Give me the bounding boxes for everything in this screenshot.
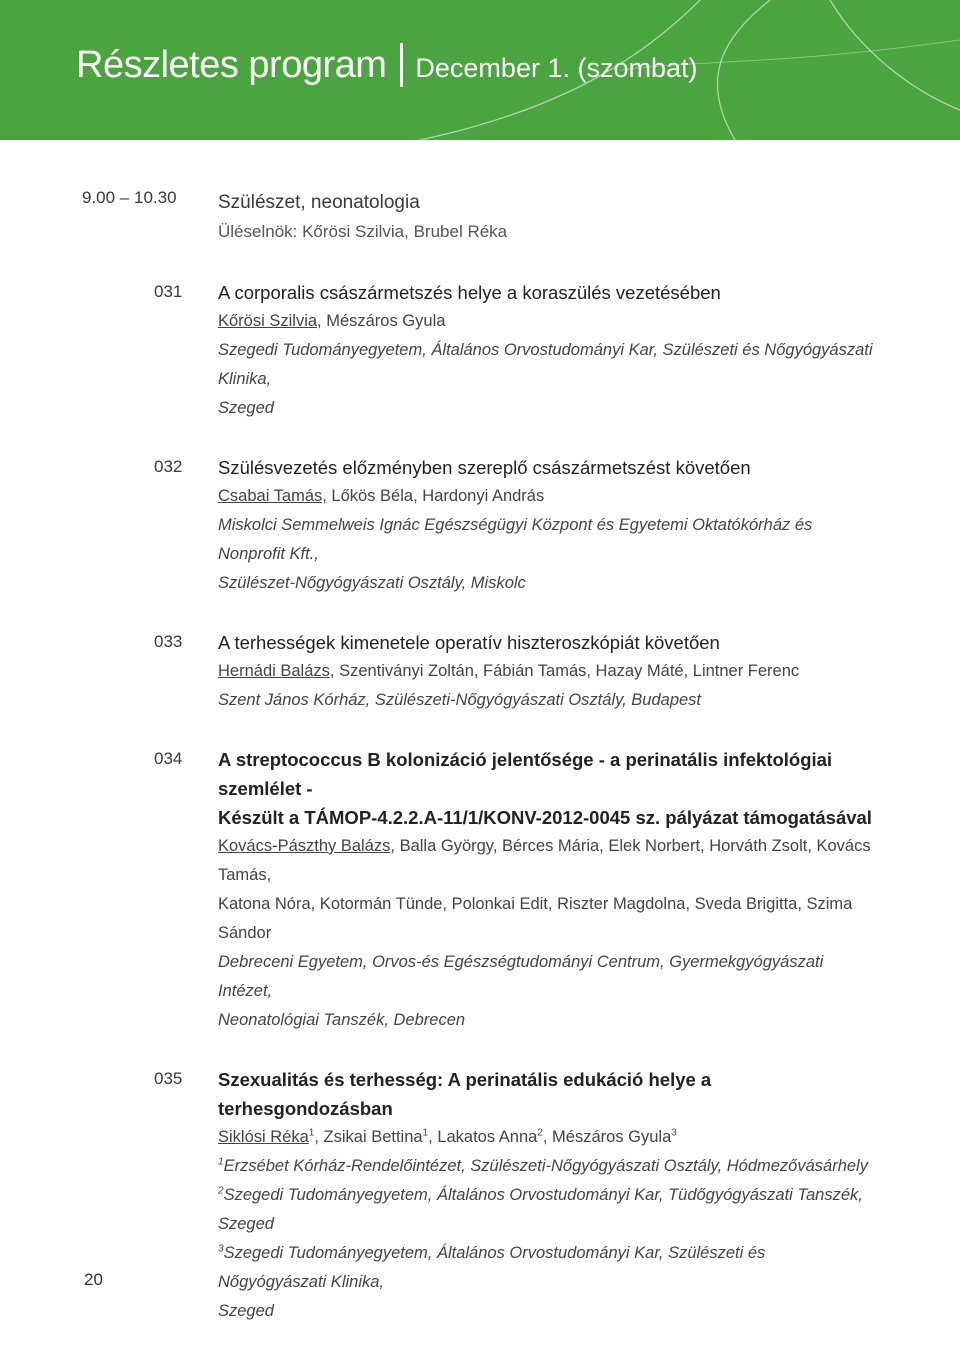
talk-affiliation-line2: Szeged: [218, 1302, 274, 1320]
coauthors: Mészáros Gyula: [321, 312, 446, 330]
talk-033: [82, 628, 902, 715]
author-name: Lakatos Anna: [437, 1128, 538, 1146]
talk-affiliation-line2: Szülészet-Nőgyógyászati Osztály, Miskolc: [218, 574, 526, 592]
talk-affiliation: Debreceni Egyetem, Orvos-és Egészségtudományi Centrum, Gyermekgyógyászati Intézet,: [218, 953, 824, 1000]
talk-title: A corporalis császármetszés helye a koraszülés vezetésében: [218, 282, 721, 303]
talk-031: [82, 278, 902, 423]
talk-number: 031: [154, 282, 183, 301]
talk-authors: [218, 657, 878, 686]
header-banner: [0, 0, 960, 140]
talk-number: 033: [154, 632, 183, 651]
talk-affiliation-line2: Szeged: [218, 399, 274, 417]
talk-title: Szülésvezetés előzményben szereplő császármetszést követően: [218, 457, 751, 478]
affil-ref: 2: [537, 1127, 543, 1139]
talk-authors-line2: Katona Nóra, Kotormán Tünde, Polonkai Edit, Riszter Magdolna, Sveda Brigitta, Szima Sándor: [218, 895, 853, 942]
affil-text: Szegedi Tudományegyetem, Általános Orvostudományi Kar, Szülészeti és Nőgyógyászati Klinika,: [218, 1244, 766, 1291]
talk-affiliation: [218, 1181, 878, 1239]
talk-title: A terhességek kimenetele operatív hiszteroszkópiát követően: [218, 632, 720, 653]
coauthors: Lőkös Béla, Hardonyi András: [326, 487, 545, 505]
title-date: December 1. (szombat): [415, 52, 698, 83]
talk-affiliation-line2: Neonatológiai Tanszék, Debrecen: [218, 1011, 466, 1029]
talk-affiliation: Miskolci Semmelweis Ignác Egészségügyi Központ és Egyetemi Oktatókórház és Nonprofit Kft.,: [218, 516, 813, 563]
talk-authors: [218, 832, 878, 890]
page-title: [76, 40, 698, 90]
talk-number: 032: [154, 457, 183, 476]
presenter-name: Siklósi Réka: [218, 1128, 309, 1146]
affil-ref: 3: [218, 1243, 224, 1255]
talk-title: A streptococcus B kolonizáció jelentősége - a perinatális infektológiai szemlélet -: [218, 749, 833, 799]
presenter-name: Hernádi Balázs,: [218, 662, 335, 680]
title-main: Részletes program: [76, 43, 387, 86]
talk-title-line2: Készült a TÁMOP-4.2.2.A-11/1/KONV-2012-0045 sz. pályázat támogatásával: [218, 807, 872, 828]
talk-affiliation: [218, 1239, 878, 1297]
talk-035: [82, 1065, 902, 1326]
talk-authors: Siklósi Réka$^1$, Zsikai Bettina$^1$, Lakatos Anna$^2$, Mészáros Gyula$^3$: [218, 1127, 677, 1146]
talk-authors: [218, 482, 878, 511]
affil-text: Szegedi Tudományegyetem, Általános Orvostudományi Kar, Tüdőgyógyászati Tanszék, Szeged: [218, 1186, 863, 1233]
talk-affiliation: Szent János Kórház, Szülészeti-Nőgyógyászati Osztály, Budapest: [218, 691, 702, 709]
talk-title: Szexualitás és terhesség: A perinatális edukáció helye a terhesgondozásban: [218, 1069, 712, 1119]
session-time: 9.00 – 10.30: [82, 188, 177, 207]
talk-number: 035: [154, 1069, 183, 1088]
presenter-name: Csabai Tamás,: [218, 487, 327, 505]
talk-authors: [218, 307, 878, 336]
session-header: [82, 188, 902, 246]
affil-ref: 2: [218, 1185, 224, 1197]
affil-ref: 1: [218, 1156, 224, 1168]
talk-034: [82, 745, 902, 1035]
presenter-name: Kovács-Pászthy Balázs,: [218, 837, 395, 855]
talk-affiliation: Szegedi Tudományegyetem, Általános Orvostudományi Kar, Szülészeti és Nőgyógyászati Klinika,: [218, 341, 873, 388]
presenter-name: Kőrösi Szilvia,: [218, 312, 322, 330]
affil-text: Erzsébet Kórház-Rendelőintézet, Szülészeti-Nőgyógyászati Osztály, Hódmezővásárhely: [223, 1157, 868, 1175]
affil-ref: 1: [308, 1127, 315, 1139]
author-name: Mészáros Gyula: [552, 1128, 672, 1146]
session-title: Szülészet, neonatologia: [218, 192, 420, 213]
coauthors: Balla György, Bérces Mária, Elek Norbert, Horváth Zsolt, Kovács Tamás,: [218, 837, 871, 884]
author-name: Zsikai Bettina: [323, 1128, 423, 1146]
title-separator: [400, 43, 403, 87]
talk-affiliation: [218, 1152, 878, 1181]
talk-number: 034: [154, 749, 183, 768]
affil-ref: 3: [671, 1127, 677, 1139]
coauthors: Szentiványi Zoltán, Fábián Tamás, Hazay Máté, Lintner Ferenc: [334, 662, 800, 680]
affil-ref: 1: [422, 1127, 429, 1139]
session-chair: Üléselnök: Kőrösi Szilvia, Brubel Réka: [218, 222, 508, 241]
talk-032: [82, 453, 902, 598]
page-number: 20: [84, 1270, 103, 1289]
talk-list: [82, 278, 902, 1356]
